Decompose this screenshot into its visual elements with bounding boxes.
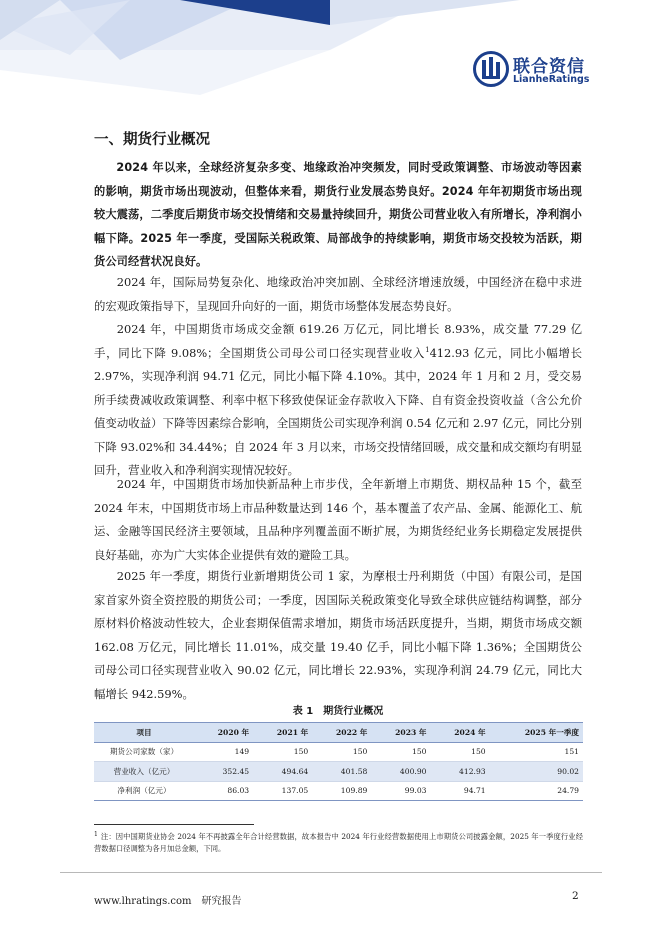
footnote	[94, 831, 583, 855]
column-header: 2025 年一季度	[490, 723, 583, 743]
column-header: 2024 年	[431, 723, 490, 743]
footnote-divider	[94, 824, 254, 825]
footer-info	[94, 892, 242, 907]
table-cell: 90.02	[490, 762, 583, 782]
table-row	[94, 742, 583, 762]
logo-chinese-name: 联合资信	[513, 57, 585, 77]
section-title: 一、期货行业概况	[94, 132, 210, 148]
table-cell: 99.03	[371, 781, 430, 801]
table-header-row	[94, 723, 583, 743]
logo-english-name: LianheRatings	[513, 74, 590, 85]
row-label: 净利润（亿元）	[94, 781, 194, 801]
paragraph-2-part-b: 412.93 亿元，同比小幅增长 2.97%，实现净利润 94.71 亿元，同比小幅下降 4.10%。其中，2024 年 1 月和 2 月，受交易所手续费减收政策调整、利率中枢下移致使保证金存款收入下降、自有资金投资收益（含公允价值变动收益）下降等因素综合影响，全国期货公司实现净利润 0.54 亿元和 2.97 亿元，同比分别下降 93.02%和 34.44%；自 2024 年 3 月以来，市场交投情绪回暖，成交量和成交额均有明显回升，营业收入和净利润实现情况较好。	[94, 345, 582, 477]
table-cell: 150	[371, 742, 430, 762]
column-header: 2022 年	[312, 723, 371, 743]
paragraph-3: 2024 年，中国期货市场加快新品种上市步伐，全年新增上市期货、期权品种 15 个，截至 2024 年末，中国期货市场上市品种数量达到 146 个，基本覆盖了农产品、金属、能源化工、航运、金融等国民经济主要领域，且品种序列覆盖面不断扩展，为期货经纪业务长期稳定发展提供良好基础，亦为广大实体企业提供有效的避险工具。	[94, 477, 582, 562]
table-cell: 401.58	[312, 762, 371, 782]
table-cell: 400.90	[371, 762, 430, 782]
footer-url[interactable]: www.lhratings.com	[94, 896, 192, 907]
table-cell: 24.79	[490, 781, 583, 801]
column-header: 2023 年	[371, 723, 430, 743]
paragraph-2	[94, 318, 582, 483]
table-row	[94, 762, 583, 782]
table-cell: 149	[194, 742, 253, 762]
footnote-ref: 1	[425, 345, 430, 354]
paragraph-1: 2024 年，国际局势复杂化、地缘政治冲突加剧、全球经济增速放缓，中国经济在稳中求进的宏观政策指导下，呈现回升向好的一面，期货市场整体发展态势良好。	[94, 275, 582, 313]
paragraph-2-part-a: 2024 年，中国期货市场成交金额 619.26 万亿元，同比增长 8.93%，成交量 77.29 亿手，同比下降 9.08%；全国期货公司母公司口径实现营业收入	[94, 322, 582, 360]
table-caption: 表 1 期货行业概况	[292, 706, 384, 717]
table-cell: 94.71	[431, 781, 490, 801]
row-label: 营业收入（亿元）	[94, 762, 194, 782]
industry-overview-table	[94, 722, 583, 801]
table-cell: 150	[431, 742, 490, 762]
footer-label: 研究报告	[201, 896, 242, 907]
lianhe-logo	[473, 51, 623, 91]
row-label: 期货公司家数（家）	[94, 742, 194, 762]
column-header: 项目	[94, 723, 194, 743]
table-cell: 86.03	[194, 781, 253, 801]
summary-paragraph: 2024 年以来，全球经济复杂多变、地缘政治冲突频发，同时受政策调整、市场波动等因素的影响，期货市场出现波动，但整体来看，期货行业发展态势良好。2024 年年初期货市场出现较大震荡，二季度后期货市场交投情绪和交易量持续回升，期货公司营业收入有所增长，净利润小幅下降。2025 年一季度，受国际关税政策、局部战争的持续影响，期货市场交投较为活跃，期货公司经营状况良好。	[94, 161, 582, 268]
table-cell: 352.45	[194, 762, 253, 782]
table-cell: 494.64	[253, 762, 312, 782]
footnote-number: 1	[94, 830, 98, 838]
table-cell: 137.05	[253, 781, 312, 801]
table-cell: 412.93	[431, 762, 490, 782]
table-cell: 150	[253, 742, 312, 762]
column-header: 2021 年	[253, 723, 312, 743]
table-cell: 151	[490, 742, 583, 762]
table-cell: 109.89	[312, 781, 371, 801]
table-cell: 150	[312, 742, 371, 762]
table-row	[94, 781, 583, 801]
paragraph-4: 2025 年一季度，期货行业新增期货公司 1 家，为摩根士丹利期货（中国）有限公司，是国家首家外资全资控股的期货公司；一季度，因国际关税政策变化导致全球供应链结构调整，部分原材料价格波动性较大，企业套期保值需求增加，期货市场活跃度提升，当期，期货市场成交额 162.08 万亿元，同比增长 11.01%，成交量 19.40 亿手，同比小幅下降 1.36%；全国期货公司母公司口径实现营业收入 90.02 亿元，同比增长 22.93%，实现净利润 24.79 亿元，同比大幅增长 942.59%。	[94, 569, 582, 701]
lianhe-logo-mark-icon	[473, 51, 509, 87]
column-header: 2020 年	[194, 723, 253, 743]
page-number: 2	[572, 890, 579, 902]
footer-divider	[60, 872, 602, 873]
footnote-text: 注：因中国期货业协会 2024 年不再披露全年合计经营数据，故本报告中 2024 年行业经营数据使用上市期货公司披露金额，2025 年一季度行业经营数据口径调整为各月加总金额，下同。	[94, 832, 583, 853]
